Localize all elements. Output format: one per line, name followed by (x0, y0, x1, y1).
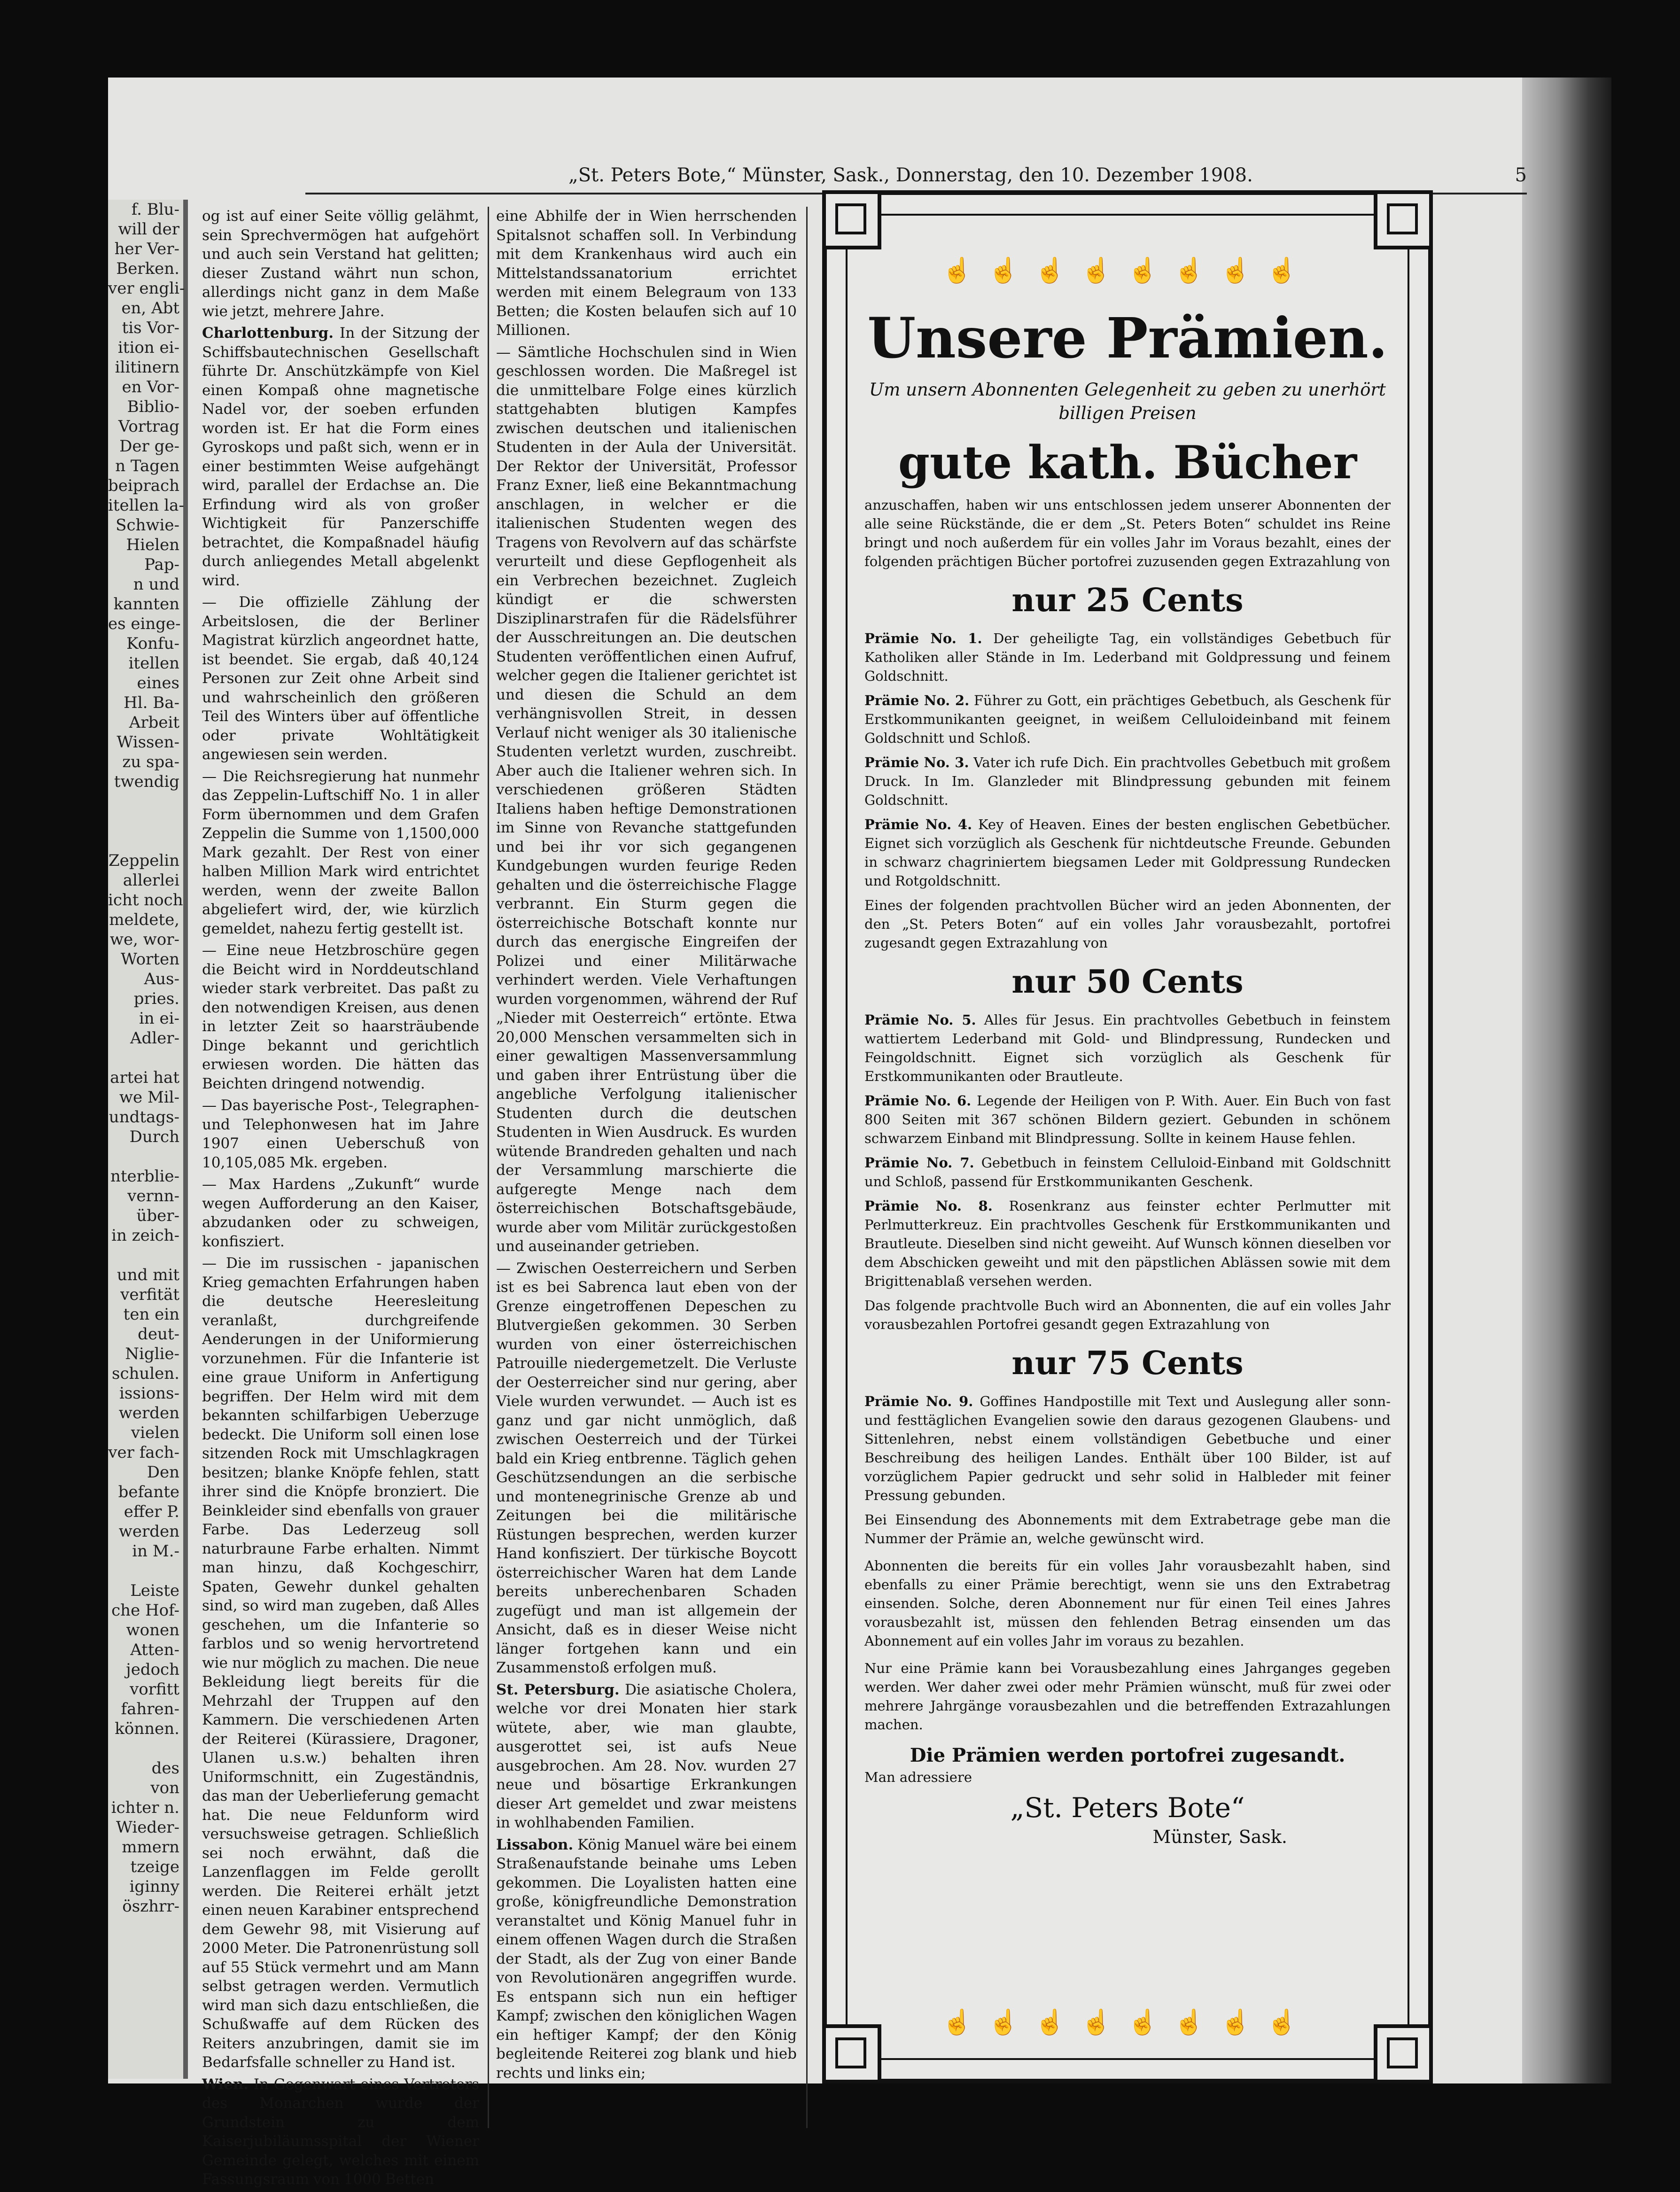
article-text: — Zwischen Oesterreichern und Serben ist es bei Sabrenca laut eben von der Grenze eingetroffenen Depeschen zu Blutvergießen gekommen. 30 Serben wurden von einer österreichischen Patrouille niedergemetzelt. Die Verluste der Oesterreicher sind nur gering, aber Viele wurden verwundet. — Auch ist es ganz und gar nicht unmöglich, daß zwischen Oesterreich und der Türkei bald ein Krieg entbrenne. Täglich gehen Geschützsendungen an die serbische und montenegrinische Grenze ab und Zeitungen bei die militärische Rüstungen besprechen, werden kurzer Hand konfisziert. Der türkische Boycott österreichischer Waren hat dem Lande bereits unberechenbaren Schaden zugefügt und man ist allgemein der Ansicht, daß es in dieser Weise nicht länger fortgehen kann und ein Zusammenstoß erfolgen muß. (496, 1259, 797, 1676)
fragment-line (108, 1739, 183, 1758)
fragment-line: n Tagen (115, 457, 179, 475)
fragment-line: Hl. Ba- (124, 693, 179, 712)
premium-item (864, 815, 1391, 890)
fragment-line: werden (118, 1404, 179, 1422)
premium-description: Legende der Heiligen von P. With. Auer. Ein Buch von fast 800 Seiten mit 367 schönen Bildern geziert. Gebunden in schönem schwarzem Einband mit Blindpressung. Sollte in keinem Hause fehlen. (864, 1093, 1391, 1146)
premium-label: Prämie No. 8. (864, 1198, 993, 1214)
fragment-line: Hielen (126, 536, 179, 554)
premium-label: Prämie No. 9. (864, 1393, 973, 1409)
fragment-line: Biblio- (127, 397, 179, 416)
premium-item (864, 1010, 1391, 1086)
article-text: — Das bayerische Post-, Telegraphen- und Telephonwesen hat im Jahre 1907 einen Ueberschuß von 10,105,085 Mk. ergeben. (202, 1097, 479, 1171)
ad-title: Unsere Prämien. (867, 305, 1388, 371)
fragment-line (108, 1245, 183, 1265)
article-paragraph (496, 1680, 797, 1833)
article-text: — Die Reichsregierung hat nunmehr das Zeppelin-Luftschiff No. 1 in aller Form übernommen und dem Grafen Zeppelin die Summe von 1,1500,000 Mark gezahlt. Der Rest von einer halben Million Mark wird entrichtet werden, wenn der zweite Ballon abgeliefert wird, der, wie kürzlich gemeldet, nahezu fertig gestellt ist. (202, 768, 479, 937)
fragment-line: öszhrr- (122, 1897, 179, 1916)
article-paragraph (496, 1259, 797, 1678)
fragment-line: itellen la- (108, 496, 184, 515)
fragment-line: über- (136, 1206, 179, 1225)
fragment-line: wonen (126, 1621, 179, 1640)
ad-note-1: Bei Einsendung des Abonnements mit dem Extrabetrage gebe man die Nummer der Prämie an, welche gewünscht wird. (864, 1512, 1391, 1547)
ornament-corner (822, 190, 881, 249)
page-header (305, 160, 1527, 194)
fragment-line (108, 1561, 183, 1581)
ad-subtitle: Um unsern Abonnenten Gelegenheit zu geben zu unerhört billigen Preisen (869, 380, 1386, 423)
fragment-line: itellen (128, 654, 179, 673)
fragment-line: von (150, 1779, 179, 1797)
ad-note-3: Nur eine Prämie kann bei Vorausbezahlung eines Jahrganges gegeben werden. Wer daher zwei oder mehr Prämien wünscht, muß für zwei oder mehrere Jahrgänge vorausbezahlen und die betreffenden Extrazahlungen machen. (864, 1660, 1391, 1733)
fragment-line: ver fach- (108, 1443, 179, 1462)
premium-description: Goffines Handpostille mit Text und Auslegung aller sonn- und festtäglichen Evangelien sowie den daraus gezogenen Glaubens- und Sittenlehren, nebst einem vollständigen Gebetbuche und einer Beschreibung des heiligen Landes. Enthält über 100 Bilder, ist auf vorzüglichem Papier gedruckt und sehr solid in Halbleder mit feiner Pressung gebunden. (864, 1393, 1391, 1503)
fragment-line: beiprach (108, 476, 179, 495)
fragment-line: zu spa- (122, 753, 179, 771)
premium-advertisement (822, 190, 1433, 2083)
publisher-name: „St. Peters Bote“ (1010, 1792, 1245, 1824)
premium-item (864, 1197, 1391, 1290)
fragment-line: des (151, 1759, 179, 1778)
ad-headline: gute kath. Bücher (898, 436, 1357, 489)
fragment-line: icht noch (108, 891, 183, 909)
fragment-line: allerlei (123, 871, 179, 890)
premium-label: Prämie No. 5. (864, 1012, 976, 1028)
fragment-line: deut- (138, 1325, 179, 1344)
article-dateline: Lissabon. (496, 1836, 574, 1853)
article-dateline: St. Petersburg. (496, 1681, 620, 1698)
article-paragraph (202, 941, 479, 1093)
premium-description: Der geheiligte Tag, ein vollständiges Gebetbuch für Katholiken aller Stände in Im. Lederband mit Goldpressung und feinem Goldschnitt. (864, 630, 1391, 684)
article-text: König Manuel wäre bei einem Straßenaufstande beinahe ums Leben gekommen. Die Loyalisten hatten eine große, königfreundliche Demonstration veranstaltet und König Manuel fuhr in einem offenen Wagen durch die Straßen der Stadt, als der Zug von einer Bande von Revolutionären angegriffen wurde. Es entspann sich nun ein heftiger Kampf; zwischen den königlichen Wagen ein heftiger Kampf; der den König begleitende Reiterei zog blank und hieb rechts und links ein; (496, 1836, 797, 2082)
article-paragraph (496, 1835, 797, 2083)
fragment-line: verfität (120, 1285, 179, 1304)
fragment-line: Vortrag (118, 417, 179, 436)
fragment-line: effer P. (124, 1502, 179, 1521)
premium-list-2 (864, 1010, 1391, 1290)
premium-label: Prämie No. 6. (864, 1093, 972, 1109)
fragment-line: Der ge- (119, 437, 179, 456)
fragment-line: pries. (133, 989, 179, 1008)
fragment-line: Den (147, 1463, 179, 1482)
premium-item (864, 1153, 1391, 1191)
fragment-line (108, 792, 183, 811)
fragment-line: eines (137, 674, 179, 692)
fragment-line: Schwie- (116, 516, 179, 535)
premium-label: Prämie No. 2. (864, 692, 970, 708)
ad-intro-3: Das folgende prachtvolle Buch wird an Abonnenten, die auf ein volles Jahr vorausbezahlen Portofrei gesandt gegen Extrazahlung von (864, 1298, 1391, 1332)
premium-item (864, 753, 1391, 809)
fragment-line: vielen (131, 1423, 179, 1442)
fragment-line: ichter n. (111, 1798, 179, 1817)
fragment-line: undtags- (109, 1108, 179, 1127)
article-paragraph (202, 1175, 479, 1251)
fragment-line: her Ver- (114, 240, 179, 258)
fragment-line: Pap- (144, 555, 179, 574)
fragment-line: Worten (120, 950, 179, 969)
fragment-line: we, wor- (109, 930, 179, 949)
fragment-line: en, Abt (121, 299, 179, 318)
premium-description: Key of Heaven. Eines der besten englischen Gebetbücher. Eignet sich vorzüglich als Geschenk für nichtdeutsche Freunde. Gebunden in schwarz chagriniertem biegsamen Leder mit Goldpressung Rundecken und Rotgoldschnitt. (864, 816, 1391, 889)
page-edge (1522, 78, 1611, 2083)
fragment-line: es einge- (108, 614, 181, 633)
fragment-line: befante (118, 1483, 179, 1501)
fragment-line: ten ein (123, 1305, 179, 1324)
fragment-line: Wissen- (117, 733, 179, 752)
article-paragraph (202, 1096, 479, 1172)
fragment-line (108, 1147, 183, 1166)
premium-label: Prämie No. 7. (864, 1155, 974, 1171)
premium-item (864, 691, 1391, 747)
fragment-line: mmern (122, 1838, 179, 1857)
fragment-line: Durch (129, 1127, 179, 1146)
fragment-line: jedoch (126, 1660, 179, 1679)
fragment-line: en Vor- (122, 378, 179, 396)
fragment-line: artei hat (110, 1068, 179, 1087)
fragment-line: issions- (119, 1384, 179, 1403)
premium-description: Rosenkranz aus feinster echter Perlmutter mit Perlmutterkreuz. Ein prachtvolles Geschenk für Erstkommunikanten und Brautleute. Dieselben sind nicht geweiht. Auf Wunsch können dieselben vor dem Abschicken geweiht und mit den päpstlichen Ablässen sowie mit dem Brigittenablaß versehen werden. (864, 1198, 1391, 1289)
pointing-hand-icons-top: ☝☝☝☝☝☝☝☝ (942, 257, 1313, 285)
fragment-line: ition ei- (117, 338, 179, 357)
fragment-line: will der (118, 220, 179, 239)
fragment-line: meldete, (109, 910, 179, 929)
premium-description: Alles für Jesus. Ein prachtvolles Gebetbuch in feinstem wattiertem Lederband mit Gold- und Blindpressung, Rundecken und Feingoldschnitt. Eignet sich vorzüglich als Geschenk für Erstkommunikanten oder Brautleute. (864, 1012, 1391, 1084)
fragment-line: we Mil- (119, 1088, 179, 1107)
fragment-line: vernn- (127, 1187, 179, 1205)
article-text: eine Abhilfe der in Wien herrschenden Spitalsnot schaffen soll. In Verbindung mit dem Krankenhaus wird auch ein Mittelstandssanatorium errichtet werden mit einem Belegraum von 133 Betten; die Kosten belaufen sich auf 10 Millionen. (496, 208, 797, 339)
fragment-line: in M.- (132, 1542, 179, 1561)
fragment-line: Aus- (144, 970, 179, 988)
ad-footer: Die Prämien werden portofrei zugesandt. (910, 1744, 1346, 1766)
fragment-line: vorfitt (130, 1680, 179, 1699)
fragment-line: können. (115, 1719, 179, 1738)
article-text: — Eine neue Hetzbroschüre gegen die Beicht wird in Norddeutschland wieder stark verbreitet. Das paßt zu den notwendigen Kreisen, aus denen in letzter Zeit so haarsträubende Dinge bekannt und gerichtlich erwiesen worden. Die hätten das Beichten dringend notwendig. (202, 942, 479, 1092)
premium-label: Prämie No. 3. (864, 754, 969, 770)
article-paragraph (496, 207, 797, 340)
premium-description: Gebetbuch in feinstem Celluloid-Einband mit Goldschnitt und Schloß, passend für Erstkommunikanten Geschenk. (864, 1155, 1391, 1189)
premium-description: Führer zu Gott, ein prächtiges Gebetbuch, als Geschenk für Erstkommunikanten geeignet, in weißem Celluloideinband mit feinem Goldschnitt und Schloß. (864, 692, 1391, 746)
article-paragraph (202, 1254, 479, 2072)
fragment-line: Wieder- (116, 1818, 179, 1837)
fragment-line: che Hof- (111, 1601, 179, 1620)
fragment-line: n und (133, 575, 179, 594)
premium-label: Prämie No. 1. (864, 630, 982, 646)
fragment-line: Atten- (130, 1640, 179, 1659)
header-title: „St. Peters Bote,“ Münster, Sask., Donnerstag, den 10. Dezember 1908. (568, 164, 1253, 186)
article-text: In Gegenwart eines Vertreters des Monarchen wurde der Grundstein zu dem Kaiserjubiläumsspital der Wiener Gemeinde gelegt, welches mit einem Fassungsraum von 1000 Betten (202, 2075, 480, 2188)
premium-list-3 (864, 1392, 1391, 1505)
fragment-line: Arbeit (129, 713, 179, 732)
article-paragraph (202, 207, 479, 321)
fragment-line: und mit (117, 1266, 179, 1284)
article-text: Die asiatische Cholera, welche vor drei Monaten hier stark wütete, aber, wie man glaubte, ausgerottet sei, ist aufs Neue ausgebrochen. Am 28. Nov. wurden 27 neue und bösartige Erkrankungen dieser Art gemeldet und zwar meistens in wohlhabenden Familien. (496, 1681, 797, 1831)
article-text: In der Sitzung der Schiffsbautechnischen Gesellschaft führte Dr. Anschützkämpfe von Kiel einen Kompaß ohne magnetische Nadel vor, der soeben erfunden worden ist. Er hat die Form eines Gyroskops und paßt sich, wenn er in einer bestimmten Weise aufgehängt wird, parallel der Erdachse an. Die Erfindung wird als von großer Wichtigkeit für Panzerschiffe betrachtet, die Kompaßnadel häufig durch anliegendes Metall abgelenkt wird. (202, 325, 479, 589)
ad-content (864, 303, 1391, 1847)
article-paragraph (202, 324, 479, 590)
fragment-line: werden (118, 1522, 179, 1541)
article-paragraph (202, 767, 479, 939)
fragment-line (108, 831, 183, 851)
adjacent-page-text (108, 200, 183, 1916)
fragment-line: Adler- (130, 1029, 179, 1048)
premium-item (864, 1091, 1391, 1148)
fragment-line: schulen. (112, 1364, 179, 1383)
premium-list-1 (864, 629, 1391, 890)
price-25: nur 25 Cents (1011, 582, 1244, 619)
address-label: Man adressiere (864, 1769, 972, 1785)
premium-item (864, 629, 1391, 685)
ad-intro: anzuschaffen, haben wir uns entschlossen jedem unserer Abonnenten der alle seine Rückstände, die er dem „St. Peters Boten“ schuldet ins Reine bringt und noch außerdem für ein volles Jahr im Voraus bezahlt, eines der folgenden prächtigen Bücher portofrei zuzusenden gegen Extrazahlung von (864, 497, 1391, 569)
price-50: nur 50 Cents (1011, 963, 1244, 1001)
article-paragraph (202, 593, 479, 764)
article-text: — Die im russischen - japanischen Krieg gemachten Erfahrungen haben die deutsche Heeresleitung veranlaßt, durchgreifende Aenderungen in der Uniformierung vorzunehmen. Für die Infanterie ist eine graue Uniform in Anfertigung begriffen. Der Helm wird mit dem bekannten schilfarbigen Ueberzuge bedeckt. Die Uniform soll einen lose sitzenden Rock mit Umschlagkragen besitzen; blanke Knöpfe fehlen, statt ihrer sind die Knöpfe bronziert. Die Beinkleider sind ebenfalls von grauer Farbe. Das Lederzeug soll naturbraune Farbe erhalten. Nimmt man hinzu, daß Kochgeschirr, Spaten, Gewehr dunkel gehalten sind, so wird man zugeben, daß Alles geschehen, um die Infanterie so farblos und so wenig hervortretend wie nur möglich zu machen. Die neue Bekleidung liegt bereits für die Mehrzahl der Truppen auf den Kammern. Die verschiedenen Arten der Reiterei (Kürassiere, Dragoner, Ulanen u.s.w.) behalten ihren Uniformschnitt, ein Zugeständnis, das man der Ueberlieferung gemacht hat. Die neue Feldunform wird versuchsweise getragen. Schließlich sei noch erwähnt, daß die Lanzenflaggen im Felde gerollt werden. Die Reiterei erhält jetzt einen neuen Karabiner entsprechend dem Gewehr 98, mit Visierung auf 2000 Meter. Die Patronenrüstung soll auf 55 Stück vermehrt und am Mann selbst getragen werden. Vermutlich wird man sich dazu entschließen, die Schußwaffe auf dem Rücken des Reiters anzubringen, damit sie im Bedarfsfalle schneller zu Hand ist. (202, 1255, 479, 2071)
fragment-line: Leiste (130, 1581, 179, 1600)
fragment-line: in zeich- (111, 1226, 179, 1245)
column-rule (806, 207, 808, 2128)
fragment-line: Konfu- (126, 634, 179, 653)
fragment-line: Zeppelin (108, 851, 179, 870)
page-number: 5 (1515, 164, 1527, 186)
fragment-line: ver engli- (108, 279, 185, 298)
newspaper-page (108, 78, 1611, 2188)
adjacent-page-fragment (108, 200, 188, 2079)
article-dateline: Charlottenburg. (202, 325, 334, 342)
premium-item (864, 1392, 1391, 1505)
fragment-line: twendig (114, 772, 179, 791)
ornament-corner (1374, 190, 1433, 249)
ad-note-2: Abonnenten die bereits für ein volles Jahr vorausbezahlt haben, sind ebenfalls zu einer Prämie berechtigt, wenn sie uns den Extrabetrag einsenden. Solche, deren Abonnement nur für einen Teil eines Jahres vorausbezahlt ist, müssen den fehlenden Betrag einsenden um das Abonnement auf ein volles Jahr im voraus zu bezahlen. (864, 1558, 1391, 1649)
fragment-line: kannten (113, 595, 179, 614)
ad-intro-2: Eines der folgenden prachtvollen Bücher wird an jeden Abonnenten, der den „St. Peters Boten“ auf ein volles Jahr vorausbezahlt, portofrei zugesandt gegen Extrazahlung von (864, 897, 1391, 951)
fragment-line: Niglie- (125, 1345, 179, 1363)
article-paragraph (202, 2075, 479, 2189)
fragment-line: f. Blu- (131, 200, 179, 219)
article-text: — Max Hardens „Zukunft“ wurde wegen Aufforderung an den Kaiser, abzudanken oder zu schweigen, konfisziert. (202, 1176, 479, 1250)
article-text: — Sämtliche Hochschulen sind in Wien geschlossen worden. Die Maßregel ist die unmittelbare Folge eines kürzlich stattgehabten blutigen Kampfes zwischen deutschen und italienischen Studenten in der Aula der Universität. Der Rektor der Universität, Professor Franz Exner, ließ eine Bekanntmachung anschlagen, in welcher er die italienischen Studenten wegen des Tragens von Revolvern auf das schärfste verurteilt und diese Gepflogenheit als ein Verbrechen bezeichnet. Zugleich kündigt er die schwersten Disziplinarstrafen für die Rädelsführer der Ausschreitungen an. Die deutschen Studenten veröffentlichen einen Aufruf, welcher gegen die Italiener gerichtet ist und diesen die Schuld an dem verhängnisvollen Streit, in dessen Verlauf nicht weniger als 30 italienische Studenten verletzt wurden, zuschreibt. Aber auch die Italiener wehren sich. In verschiedenen größeren Städten Italiens haben heftige Demonstrationen im Sinne von Revanche stattgefunden und bei ihr vor sich gegangenen Kundgebungen wurden feurige Reden gehalten und die österreichische Flagge verbrannt. Ein Sturm gegen die österreichische Botschaft konnte nur durch das energische Eingreifen der Polizei und einer Militärwache verhindert werden. Viele Verhaftungen wurden vorgenommen, während der Ruf „Nieder mit Oesterreich“ ertönte. Etwa 20,000 Menschen versammelten sich in einer gewaltigen Massenversammlung und gaben ihrer Entrüstung über die angebliche Verfolgung italienischer Studenten durch die deutschen Studenten in Wien Ausdruck. Es wurden wütende Brandreden gehalten und nach der Versammlung marschierte die aufgeregte Menge nach dem österreichischen Botschaftsgebäude, wurde aber vom Militär zurückgestoßen und auseinander getrieben. (496, 343, 797, 1255)
pointing-hand-icons-bottom: ☝☝☝☝☝☝☝☝ (942, 2008, 1313, 2037)
publisher-town: Münster, Sask. (1152, 1827, 1287, 1847)
article-text: og ist auf einer Seite völlig gelähmt, sein Sprechvermögen hat aufgehört und auch sein Verstand hat gelitten; dieser Zustand währt nun schon, allerdings nicht ganz in dem Maße wie jetzt, mehrere Jahre. (202, 208, 479, 320)
fragment-line: tis Vor- (122, 319, 179, 337)
price-75: nur 75 Cents (1011, 1345, 1244, 1382)
column-rule (488, 207, 489, 2128)
fragment-line: in ei- (139, 1009, 179, 1028)
premium-label: Prämie No. 4. (864, 816, 972, 832)
fragment-line: ilitinern (115, 358, 179, 377)
article-dateline: Wien. (202, 2075, 249, 2093)
fragment-line: Berken. (116, 259, 179, 278)
fragment-line: iginny (129, 1877, 179, 1896)
fragment-line: tzeige (130, 1858, 179, 1876)
premium-description: Vater ich rufe Dich. Ein prachtvolles Gebetbuch mit großem Druck. In Im. Glanzleder mit Blindpressung gebunden mit feinem Goldschnitt. (864, 754, 1391, 808)
text-column-2 (496, 207, 797, 2085)
fragment-line: nterblie- (110, 1167, 179, 1186)
article-text: — Die offizielle Zählung der Arbeitslosen, die der Berliner Magistrat kürzlich angeordnet hatte, ist beendet. Sie ergab, daß 40,124 Personen zur Zeit ohne Arbeit sind und wahrscheinlich den größeren Teil des Winters über auf öffentliche oder private Wohltätigkeit angewiesen sein werden. (202, 594, 479, 763)
article-paragraph (496, 343, 797, 1256)
fragment-line (108, 811, 183, 831)
text-column-1 (202, 207, 479, 2192)
fragment-line (108, 1048, 183, 1068)
fragment-line: fahren- (121, 1700, 179, 1718)
